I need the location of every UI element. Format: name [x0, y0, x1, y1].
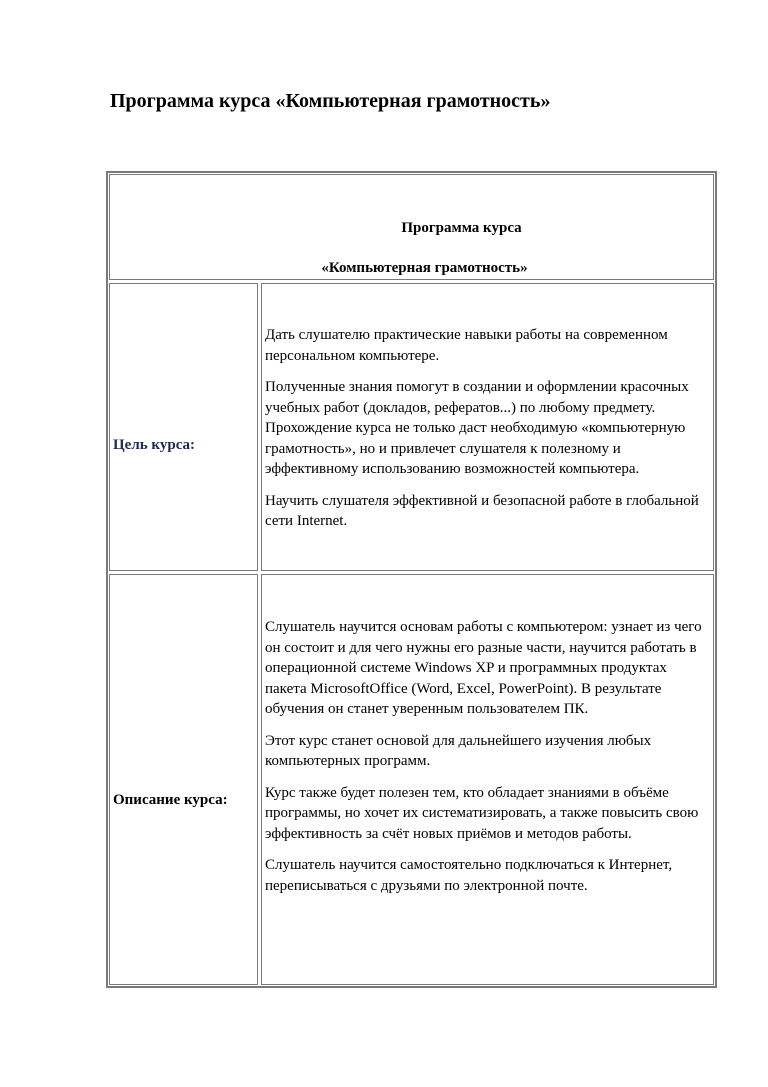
- row-content-description: [265, 617, 709, 907]
- row-label-cell-description: [109, 574, 258, 985]
- paragraph: Слушатель научится основам работы с компьютером: узнает из чего он состоит и для чего нужны его разные части, научится работать в операционной системе Windows XP и программных продуктах пакета MicrosoftOffice (Word, Excel, PowerPoint). В результате обучения он станет уверенным пользователем ПК.: [265, 619, 702, 717]
- table-header-cell: [109, 174, 714, 280]
- row-content-goal: [265, 325, 709, 543]
- row-label-goal: Цель курса:: [113, 437, 196, 453]
- row-label-description: Описание курса:: [113, 792, 228, 808]
- paragraph: Научить слушателя эффективной и безопасной работе в глобальной сети Internet.: [265, 492, 699, 529]
- row-label-cell-goal: [109, 283, 258, 571]
- paragraph: Полученные знания помогут в создании и оформлении красочных учебных работ (докладов, рефератов...) по любому предмету. Прохождение курса не только даст необходимую «компьютерную грамотность», но и привлечет слушателя к полезному и эффективному использованию возможностей компьютера.: [265, 379, 689, 477]
- paragraph: Этот курс станет основой для дальнейшего изучения любых компьютерных программ.: [265, 732, 652, 769]
- row-content-cell-description: [261, 574, 714, 985]
- table-header-line-2: «Компьютерная грамотность»: [321, 260, 528, 276]
- row-content-cell-goal: [261, 283, 714, 571]
- document-title: Программа курса «Компьютерная грамотность»: [110, 90, 551, 112]
- table-header-line-1: Программа курса: [401, 220, 522, 236]
- paragraph: Слушатель научится самостоятельно подключаться к Интернет, переписываться с друзьями по электронной почте.: [265, 857, 673, 894]
- paragraph: Курс также будет полезен тем, кто обладает знаниями в объёме программы, но хочет их систематизировать, а также повысить свою эффективность за счёт новых приёмов и методов работы.: [265, 784, 699, 842]
- paragraph: Дать слушателю практические навыки работы на современном персональном компьютере.: [265, 327, 668, 364]
